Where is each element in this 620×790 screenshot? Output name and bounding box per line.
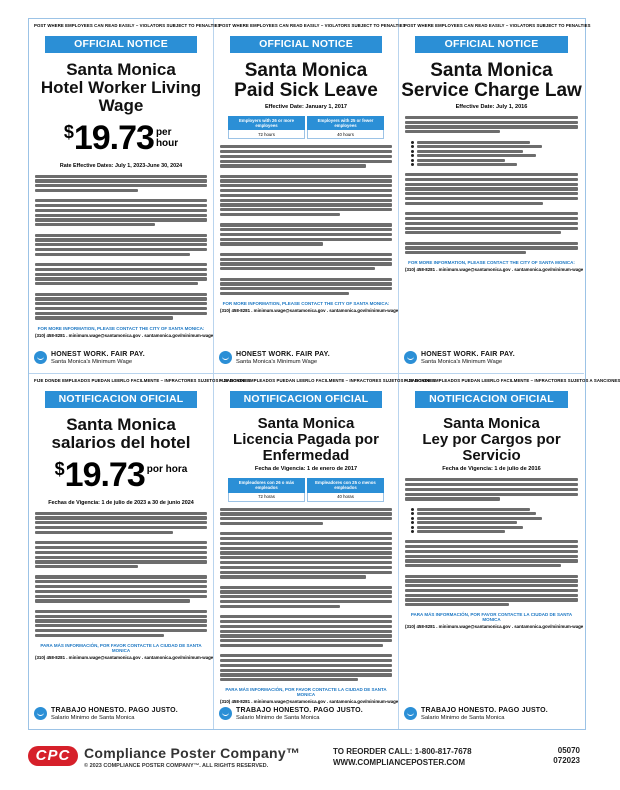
hours-header: Empleadores con 26 o más empleados [228, 478, 305, 492]
notice-panel [29, 19, 221, 374]
notice-banner: OFFICIAL NOTICE [230, 36, 382, 53]
smile-logo-icon [219, 707, 232, 720]
dollar-sign: $ [63, 121, 74, 142]
notice-panel [214, 374, 436, 729]
notice-banner: NOTIFICACION OFICIAL [415, 391, 568, 408]
hours-column [228, 116, 305, 139]
body-text [399, 478, 584, 606]
notice-panel [29, 374, 251, 729]
posting-warning: POST WHERE EMPLOYEES CAN READ EASILY – VIOLATORS SUBJECT TO PENALTIES [404, 23, 591, 28]
notice-title [29, 416, 213, 452]
campaign-subtitle: Salario Minimo de Santa Monica [236, 714, 320, 721]
campaign-subtitle: Santa Monica's Minimum Wage [421, 358, 503, 365]
hours-value: 40 horas [307, 493, 384, 502]
title-line: Santa Monica [430, 60, 553, 81]
notice-panel [399, 374, 620, 729]
copyright-text: © 2023 COMPLIANCE POSTER COMPANY™. ALL RIGHTS RESERVED. [84, 763, 269, 769]
effective-date: Fecha de Vigencia: 1 de enero de 2017 [254, 466, 358, 473]
contact-details: (310) 458-8281 . minimum.wage@santamonica.gov . santamonica.gov/minimum-wage [220, 699, 399, 705]
poster-codes [553, 746, 580, 766]
body-text [29, 512, 213, 637]
more-info-heading: FOR MORE INFORMATION, PLEASE CONTACT THE CITY OF SANTA MONICA: [222, 301, 390, 307]
hours-value: 72 hours [228, 130, 305, 139]
title-line: Hotel Worker Living Wage [40, 77, 202, 115]
notice-title [29, 61, 213, 115]
smile-logo-icon [404, 707, 417, 720]
notice-grid [29, 19, 620, 729]
campaign-slogan: HONEST WORK. FAIR PAY. [236, 350, 330, 358]
notice-title [399, 416, 584, 463]
contact-details: (310) 458-8281 . minimum.wage@santamonica.gov . santamonica.gov/minimum-wage [405, 267, 584, 273]
hours-column [228, 478, 305, 501]
bullet-item [411, 517, 578, 520]
publisher-footer [28, 742, 584, 778]
title-line: Paid Sick Leave [234, 79, 378, 101]
campaign-footer [219, 351, 330, 365]
title-line: Licencia Pagada por Enfermedad [233, 430, 379, 464]
hours-table [228, 116, 384, 139]
campaign-slogan: HONEST WORK. FAIR PAY. [421, 350, 515, 358]
campaign-subtitle: Salario Minimo de Santa Monica [421, 714, 505, 721]
notice-banner: OFFICIAL NOTICE [415, 36, 568, 53]
bullet-item [411, 508, 578, 511]
notice-title [214, 416, 398, 463]
title-line: Service Charge Law [401, 79, 582, 101]
bullet-item [411, 512, 578, 515]
hours-header: Employers with 25 or fewer employees [307, 116, 384, 130]
rate-effective-dates: Fechas de Vigencia: 1 de julio de 2023 a 30 de junio 2024 [48, 499, 194, 506]
notice-banner: NOTIFICACION OFICIAL [230, 391, 382, 408]
poster-sheet [28, 18, 620, 730]
title-line: Santa Monica [66, 60, 176, 79]
hours-value: 40 hours [307, 130, 384, 139]
campaign-footer [34, 351, 145, 365]
dollar-sign: $ [54, 458, 65, 479]
hours-value: 72 horas [228, 493, 305, 502]
body-text [29, 175, 213, 320]
more-info-heading: FOR MORE INFORMATION, PLEASE CONTACT THE CITY OF SANTA MONICA: [408, 260, 575, 266]
campaign-footer [219, 707, 363, 721]
campaign-subtitle: Santa Monica's Minimum Wage [236, 358, 318, 365]
bullet-item [411, 145, 578, 148]
contact-details: (310) 458-8281 . minimum.wage@santamonica.gov . santamonica.gov/minimum-wage [220, 308, 399, 314]
wage-value: 19.73 [73, 118, 154, 157]
posting-warning: FIJE DONDE EMPLEADOS PUEDAN LEERLO FACILMENTE – INFRACTORES SUJETOS A SANCIONES [219, 378, 436, 383]
body-text [214, 508, 398, 682]
posting-warning: FIJE DONDE EMPLEADOS PUEDAN LEERLO FACILMENTE – INFRACTORES SUJETOS A SANCIONES [404, 378, 620, 383]
campaign-slogan: TRABAJO HONESTO. PAGO JUSTO. [51, 706, 178, 714]
bullet-item [411, 141, 578, 144]
effective-date: Effective Date: January 1, 2017 [264, 103, 348, 110]
campaign-subtitle: Salario Minimo de Santa Monica [51, 714, 135, 721]
wage-amount [29, 119, 213, 159]
contact-details: (310) 458-8281 . minimum.wage@santamonica.gov . santamonica.gov/minimum-wage [405, 624, 584, 630]
smile-logo-icon [34, 351, 47, 364]
reorder-phone: TO REORDER CALL: 1-800-817-7678 [333, 747, 472, 756]
more-info-heading: PARA MÁS INFORMACIÓN, POR FAVOR CONTACTE LA CIUDAD DE SANTA MONICA [40, 642, 202, 653]
notice-banner: OFFICIAL NOTICE [45, 36, 197, 53]
bullet-item [411, 521, 578, 524]
body-text [214, 145, 398, 295]
hours-table [228, 478, 384, 501]
notice-title [214, 61, 398, 101]
wage-unit-line1: por hora [146, 463, 188, 475]
title-line: salarios del hotel [51, 432, 191, 452]
effective-date: Effective Date: July 1, 2016 [455, 103, 528, 110]
title-line: Ley por Cargos por Servicio [422, 430, 561, 464]
smile-logo-icon [404, 351, 417, 364]
notice-title [399, 61, 584, 101]
campaign-slogan: TRABAJO HONESTO. PAGO JUSTO. [421, 706, 548, 714]
poster-code-1: 05070 [557, 746, 580, 755]
campaign-subtitle: Santa Monica's Minimum Wage [51, 358, 133, 365]
posting-warning: FIJE DONDE EMPLEADOS PUEDAN LEERLO FACILMENTE – INFRACTORES SUJETOS A SANCIONES [34, 378, 251, 383]
campaign-slogan: HONEST WORK. FAIR PAY. [51, 350, 145, 358]
title-line: Santa Monica [443, 415, 540, 432]
wage-unit [147, 464, 188, 475]
campaign-footer [404, 707, 548, 721]
posting-warning: POST WHERE EMPLOYEES CAN READ EASILY – VIOLATORS SUBJECT TO PENALTIES [34, 23, 221, 28]
campaign-footer [34, 707, 178, 721]
bullet-item [411, 163, 578, 166]
wage-unit-line1: per [155, 126, 172, 138]
wage-amount [29, 456, 213, 496]
brand-name: Compliance Poster Company™ [84, 745, 301, 761]
title-line: Santa Monica [244, 60, 368, 81]
posting-warning: POST WHERE EMPLOYEES CAN READ EASILY – VIOLATORS SUBJECT TO PENALTIES [219, 23, 406, 28]
notice-panel [399, 19, 591, 374]
hours-header: Empleadores con 25 o menos empleados [307, 478, 384, 492]
hours-column [307, 116, 384, 139]
more-info-heading: PARA MÁS INFORMACIÓN, POR FAVOR CONTACTE LA CIUDAD DE SANTA MONICA [225, 687, 387, 698]
rate-effective-dates: Rate Effective Dates: July 1, 2023-June 30, 2024 [59, 162, 183, 169]
title-line: Santa Monica [66, 415, 176, 434]
notice-banner: NOTIFICACION OFICIAL [45, 391, 197, 408]
title-line: Santa Monica [257, 415, 355, 432]
bullet-item [411, 150, 578, 153]
smile-logo-icon [219, 351, 232, 364]
wage-unit-line2: hour [155, 137, 179, 149]
bullet-item [411, 530, 578, 533]
poster-code-2: 072023 [553, 756, 580, 765]
contact-details: (310) 458-8281 . minimum.wage@santamonica.gov . santamonica.gov/minimum-wage [35, 332, 214, 338]
bullet-item [411, 159, 578, 162]
effective-date: Fecha de Vigencia: 1 de julio de 2016 [442, 466, 541, 473]
more-info-heading: PARA MÁS INFORMACIÓN, POR FAVOR CONTACTE LA CIUDAD DE SANTA MONICA [410, 612, 573, 623]
hours-header: Employers with 26 or more employees [228, 116, 305, 130]
body-text [399, 116, 584, 255]
more-info-heading: FOR MORE INFORMATION, PLEASE CONTACT THE CITY OF SANTA MONICA: [37, 325, 205, 331]
wage-value: 19.73 [64, 455, 145, 494]
campaign-slogan: TRABAJO HONESTO. PAGO JUSTO. [236, 706, 363, 714]
campaign-footer [404, 351, 515, 365]
bullet-item [411, 526, 578, 529]
wage-unit [156, 127, 178, 149]
hours-column [307, 478, 384, 501]
bullet-item [411, 154, 578, 157]
notice-panel [214, 19, 406, 374]
cpc-logo: CPC [28, 746, 78, 766]
website-link[interactable]: WWW.COMPLIANCEPOSTER.COM [333, 758, 465, 767]
contact-details: (310) 458-8281 . minimum.wage@santamonica.gov . santamonica.gov/minimum-wage [35, 654, 214, 660]
smile-logo-icon [34, 707, 47, 720]
